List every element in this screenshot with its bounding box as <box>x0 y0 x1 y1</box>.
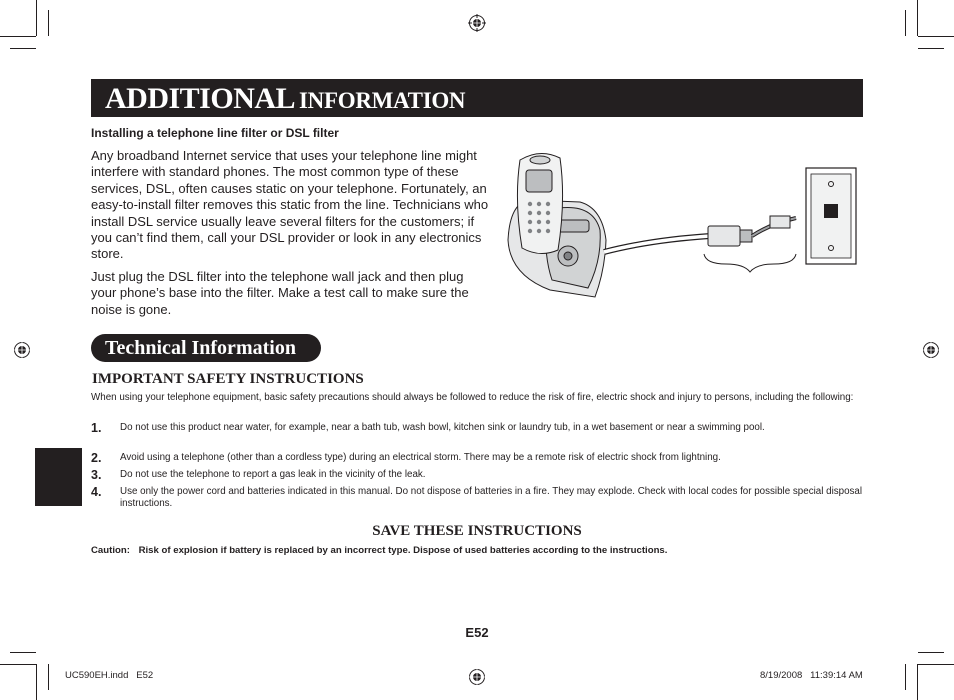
crop-mark <box>917 0 918 36</box>
crop-mark <box>918 652 944 653</box>
caution-note <box>91 545 667 556</box>
filter-paragraph-2: Just plug the DSL filter into the telephone wall jack and then plug your phone’s base into the filter. Make a test call to make sure the noise is gone. <box>91 269 469 317</box>
page-number: E52 <box>465 625 489 640</box>
cordless-phone-base-illustration <box>508 153 606 297</box>
filter-section-heading: Installing a telephone line filter or DSL filter <box>91 126 339 140</box>
wall-jack-illustration <box>806 168 856 264</box>
registration-mark-icon <box>468 14 486 32</box>
safety-item-text: Avoid using a telephone (other than a cordless type) during an electrical storm. There may be a remote risk of electric shock from lightning. <box>120 452 721 463</box>
caution-label: Caution: <box>91 545 130 556</box>
crop-mark <box>918 36 954 37</box>
crop-mark <box>0 36 36 37</box>
filter-paragraph-1: Any broadband Internet service that uses your telephone line might interfere with standard phones. The most common type of these services, DSL, often causes static on your telephone. Fortunately, an easy-to-install filter removes this static from the line. Technicians who install DSL service usually leave several filters for the customers; if you can’t find them, call your DSL provider or look in any electronics store. <box>91 148 489 262</box>
page-title-main: ADDITIONAL <box>105 82 296 115</box>
crop-mark <box>10 652 36 653</box>
dsl-filter-illustration <box>500 140 864 300</box>
registration-mark-icon <box>922 341 940 359</box>
crop-mark <box>36 0 37 36</box>
dsl-filter-illustration-body <box>708 226 752 246</box>
safety-item-text: Do not use this product near water, for example, near a bath tub, wash bowl, kitchen sink or laundry tub, in a wet basement or near a swimming pool. <box>120 422 765 433</box>
page-title-sub: INFORMATION <box>299 88 466 113</box>
registration-mark-icon <box>468 668 486 686</box>
registration-mark-icon <box>13 341 31 359</box>
safety-item-number: 3. <box>91 468 102 482</box>
caution-text: Risk of explosion if battery is replaced by an incorrect type. Dispose of used batteries according to the instructions. <box>138 545 668 556</box>
technical-information-heading: Technical Information <box>105 337 296 359</box>
crop-mark <box>0 664 36 665</box>
crop-mark <box>10 48 36 49</box>
safety-item-text: Do not use the telephone to report a gas leak in the vicinity of the leak. <box>120 469 426 480</box>
safety-intro-text: When using your telephone equipment, basic safety precautions should always be followed to reduce the risk of fire, electric shock and injury to persons, including the following: <box>91 392 854 403</box>
crop-mark <box>36 664 37 700</box>
crop-mark <box>48 10 49 36</box>
safety-item-number: 2. <box>91 451 102 465</box>
crop-mark <box>905 664 906 690</box>
crop-mark <box>905 10 906 36</box>
crop-mark <box>918 48 944 49</box>
footer-file-name: UC590EH.indd E52 <box>65 670 154 681</box>
safety-item-number: 1. <box>91 421 102 435</box>
page-title <box>105 80 465 123</box>
crop-mark <box>918 664 954 665</box>
safety-item-number: 4. <box>91 485 102 499</box>
safety-instructions-heading: IMPORTANT SAFETY INSTRUCTIONS <box>92 371 364 387</box>
save-instructions-heading: SAVE THESE INSTRUCTIONS <box>372 523 582 539</box>
footer-timestamp: 8/19/2008 11:39:14 AM <box>760 670 863 681</box>
safety-item-text: Use only the power cord and batteries indicated in this manual. Do not dispose of batteries in a fire. They may explode. Check with local codes for possible special disposal instructions. <box>120 486 863 509</box>
crop-mark <box>917 664 918 700</box>
crop-mark <box>48 664 49 690</box>
section-side-tab <box>35 448 82 506</box>
